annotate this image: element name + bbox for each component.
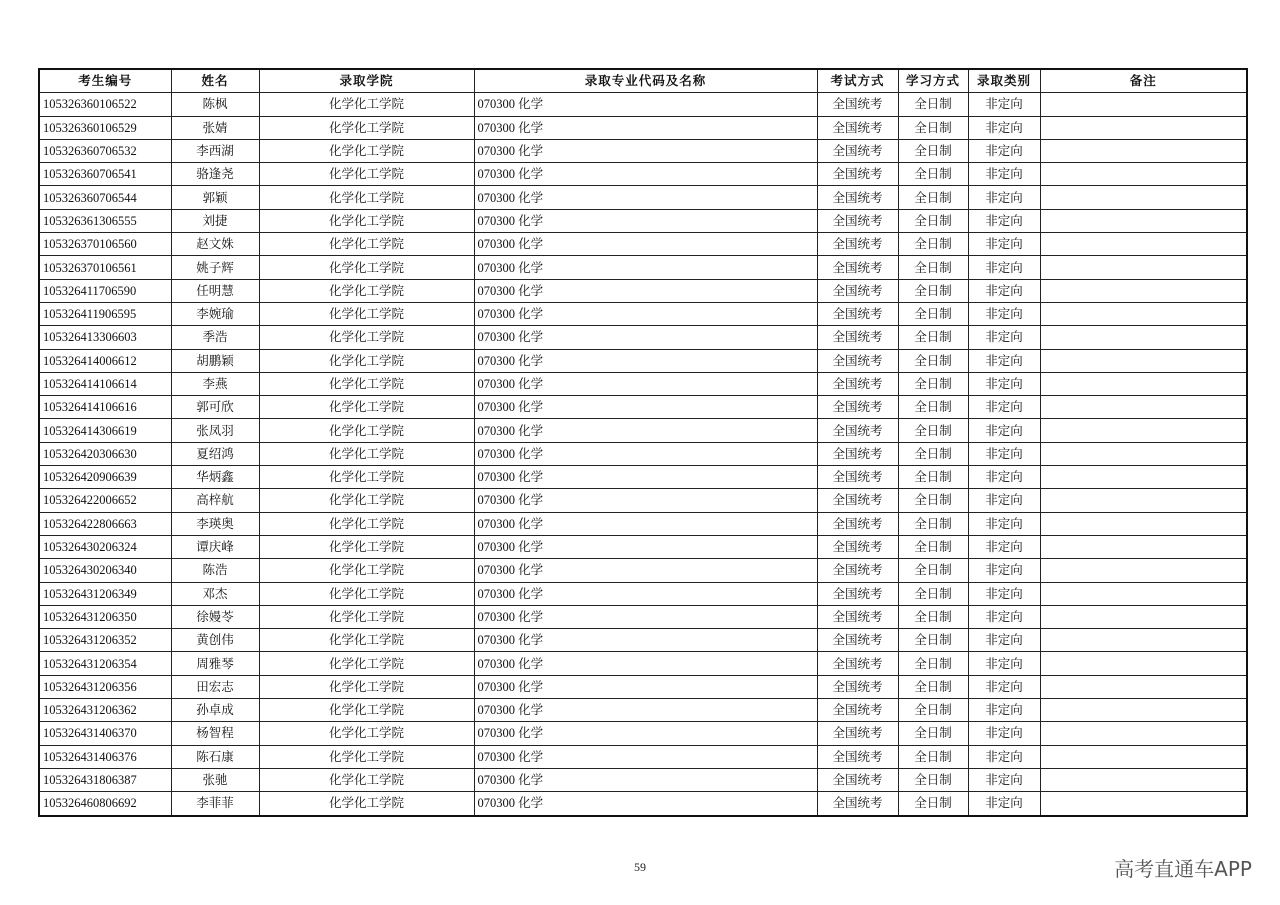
- cell-study-mode: 全日制: [898, 349, 968, 372]
- cell-major: 070300 化学: [474, 489, 817, 512]
- cell-remarks: [1040, 489, 1247, 512]
- cell-remarks: [1040, 349, 1247, 372]
- cell-study-mode: 全日制: [898, 722, 968, 745]
- cell-exam-method: 全国统考: [817, 116, 898, 139]
- cell-exam-method: 全国统考: [817, 256, 898, 279]
- cell-name: 赵文姝: [171, 233, 259, 256]
- table-row: [39, 605, 1247, 628]
- cell-candidate-id: 105326431206354: [39, 652, 171, 675]
- cell-admission-type: 非定向: [968, 559, 1040, 582]
- table-row: [39, 396, 1247, 419]
- cell-remarks: [1040, 419, 1247, 442]
- cell-study-mode: 全日制: [898, 93, 968, 116]
- table-row: [39, 116, 1247, 139]
- cell-major: 070300 化学: [474, 466, 817, 489]
- cell-admission-type: 非定向: [968, 629, 1040, 652]
- cell-college: 化学化工学院: [259, 349, 474, 372]
- table-row: [39, 512, 1247, 535]
- cell-college: 化学化工学院: [259, 396, 474, 419]
- page-number: 59: [634, 860, 646, 874]
- table-row: [39, 792, 1247, 816]
- cell-candidate-id: 105326370106561: [39, 256, 171, 279]
- cell-admission-type: 非定向: [968, 233, 1040, 256]
- table-body: [39, 93, 1247, 816]
- cell-name: 李燕: [171, 372, 259, 395]
- cell-remarks: [1040, 466, 1247, 489]
- cell-name: 姚子辉: [171, 256, 259, 279]
- cell-name: 孙卓成: [171, 699, 259, 722]
- cell-admission-type: 非定向: [968, 675, 1040, 698]
- cell-study-mode: 全日制: [898, 559, 968, 582]
- cell-college: 化学化工学院: [259, 116, 474, 139]
- cell-college: 化学化工学院: [259, 256, 474, 279]
- header-study-mode: 学习方式: [898, 69, 968, 93]
- cell-candidate-id: 105326431206356: [39, 675, 171, 698]
- cell-college: 化学化工学院: [259, 745, 474, 768]
- cell-remarks: [1040, 792, 1247, 816]
- cell-major: 070300 化学: [474, 512, 817, 535]
- cell-major: 070300 化学: [474, 349, 817, 372]
- cell-major: 070300 化学: [474, 605, 817, 628]
- cell-college: 化学化工学院: [259, 302, 474, 325]
- cell-college: 化学化工学院: [259, 139, 474, 162]
- cell-study-mode: 全日制: [898, 419, 968, 442]
- cell-remarks: [1040, 209, 1247, 232]
- cell-study-mode: 全日制: [898, 396, 968, 419]
- cell-major: 070300 化学: [474, 279, 817, 302]
- cell-admission-type: 非定向: [968, 396, 1040, 419]
- cell-admission-type: 非定向: [968, 722, 1040, 745]
- cell-college: 化学化工学院: [259, 93, 474, 116]
- table-header-row: [39, 69, 1247, 93]
- header-remarks: 备注: [1040, 69, 1247, 93]
- cell-major: 070300 化学: [474, 139, 817, 162]
- table-row: [39, 489, 1247, 512]
- cell-admission-type: 非定向: [968, 326, 1040, 349]
- cell-candidate-id: 105326431206350: [39, 605, 171, 628]
- cell-study-mode: 全日制: [898, 699, 968, 722]
- cell-admission-type: 非定向: [968, 116, 1040, 139]
- cell-exam-method: 全国统考: [817, 792, 898, 816]
- cell-exam-method: 全国统考: [817, 512, 898, 535]
- cell-exam-method: 全国统考: [817, 279, 898, 302]
- table-row: [39, 559, 1247, 582]
- cell-admission-type: 非定向: [968, 512, 1040, 535]
- cell-admission-type: 非定向: [968, 582, 1040, 605]
- cell-candidate-id: 105326431206362: [39, 699, 171, 722]
- cell-candidate-id: 105326431406370: [39, 722, 171, 745]
- cell-remarks: [1040, 582, 1247, 605]
- cell-name: 张婧: [171, 116, 259, 139]
- cell-exam-method: 全国统考: [817, 139, 898, 162]
- cell-college: 化学化工学院: [259, 279, 474, 302]
- table-row: [39, 629, 1247, 652]
- cell-admission-type: 非定向: [968, 745, 1040, 768]
- cell-study-mode: 全日制: [898, 279, 968, 302]
- cell-major: 070300 化学: [474, 722, 817, 745]
- cell-college: 化学化工学院: [259, 722, 474, 745]
- cell-remarks: [1040, 442, 1247, 465]
- cell-name: 李西湖: [171, 139, 259, 162]
- header-admission-type: 录取类别: [968, 69, 1040, 93]
- cell-remarks: [1040, 233, 1247, 256]
- cell-exam-method: 全国统考: [817, 372, 898, 395]
- cell-college: 化学化工学院: [259, 792, 474, 816]
- table-row: [39, 372, 1247, 395]
- table-row: [39, 675, 1247, 698]
- cell-study-mode: 全日制: [898, 466, 968, 489]
- cell-study-mode: 全日制: [898, 675, 968, 698]
- cell-college: 化学化工学院: [259, 559, 474, 582]
- cell-exam-method: 全国统考: [817, 675, 898, 698]
- cell-major: 070300 化学: [474, 233, 817, 256]
- cell-remarks: [1040, 629, 1247, 652]
- cell-candidate-id: 105326422806663: [39, 512, 171, 535]
- cell-candidate-id: 105326414106616: [39, 396, 171, 419]
- cell-candidate-id: 105326420306630: [39, 442, 171, 465]
- cell-name: 任明慧: [171, 279, 259, 302]
- cell-admission-type: 非定向: [968, 699, 1040, 722]
- header-name: 姓名: [171, 69, 259, 93]
- cell-remarks: [1040, 396, 1247, 419]
- cell-college: 化学化工学院: [259, 512, 474, 535]
- cell-admission-type: 非定向: [968, 768, 1040, 791]
- header-exam-method: 考试方式: [817, 69, 898, 93]
- cell-candidate-id: 105326460806692: [39, 792, 171, 816]
- cell-college: 化学化工学院: [259, 605, 474, 628]
- cell-admission-type: 非定向: [968, 279, 1040, 302]
- cell-college: 化学化工学院: [259, 186, 474, 209]
- cell-admission-type: 非定向: [968, 256, 1040, 279]
- cell-exam-method: 全国统考: [817, 699, 898, 722]
- cell-name: 李瑛奥: [171, 512, 259, 535]
- cell-candidate-id: 105326361306555: [39, 209, 171, 232]
- table-row: [39, 139, 1247, 162]
- cell-exam-method: 全国统考: [817, 419, 898, 442]
- cell-study-mode: 全日制: [898, 326, 968, 349]
- table-row: [39, 535, 1247, 558]
- cell-major: 070300 化学: [474, 675, 817, 698]
- cell-major: 070300 化学: [474, 396, 817, 419]
- cell-exam-method: 全国统考: [817, 768, 898, 791]
- cell-remarks: [1040, 699, 1247, 722]
- cell-major: 070300 化学: [474, 768, 817, 791]
- table-row: [39, 302, 1247, 325]
- cell-candidate-id: 105326360706544: [39, 186, 171, 209]
- cell-college: 化学化工学院: [259, 209, 474, 232]
- cell-remarks: [1040, 116, 1247, 139]
- cell-study-mode: 全日制: [898, 489, 968, 512]
- cell-exam-method: 全国统考: [817, 466, 898, 489]
- cell-exam-method: 全国统考: [817, 652, 898, 675]
- cell-exam-method: 全国统考: [817, 302, 898, 325]
- cell-college: 化学化工学院: [259, 629, 474, 652]
- cell-college: 化学化工学院: [259, 326, 474, 349]
- cell-admission-type: 非定向: [968, 442, 1040, 465]
- cell-study-mode: 全日制: [898, 233, 968, 256]
- cell-major: 070300 化学: [474, 326, 817, 349]
- cell-candidate-id: 105326414106614: [39, 372, 171, 395]
- cell-major: 070300 化学: [474, 442, 817, 465]
- cell-study-mode: 全日制: [898, 302, 968, 325]
- cell-major: 070300 化学: [474, 302, 817, 325]
- table-row: [39, 699, 1247, 722]
- cell-study-mode: 全日制: [898, 209, 968, 232]
- cell-admission-type: 非定向: [968, 302, 1040, 325]
- cell-name: 李菲菲: [171, 792, 259, 816]
- cell-candidate-id: 105326413306603: [39, 326, 171, 349]
- cell-exam-method: 全国统考: [817, 535, 898, 558]
- cell-college: 化学化工学院: [259, 466, 474, 489]
- cell-remarks: [1040, 768, 1247, 791]
- cell-major: 070300 化学: [474, 163, 817, 186]
- cell-candidate-id: 105326360706541: [39, 163, 171, 186]
- cell-study-mode: 全日制: [898, 256, 968, 279]
- table-row: [39, 722, 1247, 745]
- cell-exam-method: 全国统考: [817, 559, 898, 582]
- table-row: [39, 256, 1247, 279]
- cell-exam-method: 全国统考: [817, 209, 898, 232]
- cell-exam-method: 全国统考: [817, 489, 898, 512]
- table-row: [39, 163, 1247, 186]
- cell-remarks: [1040, 163, 1247, 186]
- table-row: [39, 419, 1247, 442]
- cell-study-mode: 全日制: [898, 139, 968, 162]
- cell-candidate-id: 105326431206349: [39, 582, 171, 605]
- admission-table: [38, 68, 1248, 817]
- cell-exam-method: 全国统考: [817, 396, 898, 419]
- cell-candidate-id: 105326431406376: [39, 745, 171, 768]
- cell-major: 070300 化学: [474, 629, 817, 652]
- cell-remarks: [1040, 93, 1247, 116]
- cell-admission-type: 非定向: [968, 605, 1040, 628]
- cell-study-mode: 全日制: [898, 372, 968, 395]
- cell-name: 郭可欣: [171, 396, 259, 419]
- cell-admission-type: 非定向: [968, 372, 1040, 395]
- cell-remarks: [1040, 605, 1247, 628]
- cell-admission-type: 非定向: [968, 163, 1040, 186]
- cell-admission-type: 非定向: [968, 93, 1040, 116]
- cell-exam-method: 全国统考: [817, 233, 898, 256]
- cell-study-mode: 全日制: [898, 652, 968, 675]
- table-row: [39, 349, 1247, 372]
- cell-name: 张凤羽: [171, 419, 259, 442]
- cell-candidate-id: 105326414006612: [39, 349, 171, 372]
- header-college: 录取学院: [259, 69, 474, 93]
- cell-name: 华炳鑫: [171, 466, 259, 489]
- cell-major: 070300 化学: [474, 652, 817, 675]
- cell-name: 邓杰: [171, 582, 259, 605]
- cell-admission-type: 非定向: [968, 489, 1040, 512]
- cell-name: 季浩: [171, 326, 259, 349]
- cell-exam-method: 全国统考: [817, 722, 898, 745]
- cell-study-mode: 全日制: [898, 535, 968, 558]
- cell-admission-type: 非定向: [968, 349, 1040, 372]
- cell-study-mode: 全日制: [898, 768, 968, 791]
- cell-candidate-id: 105326414306619: [39, 419, 171, 442]
- cell-exam-method: 全国统考: [817, 93, 898, 116]
- cell-candidate-id: 105326420906639: [39, 466, 171, 489]
- cell-college: 化学化工学院: [259, 163, 474, 186]
- table-row: [39, 326, 1247, 349]
- cell-candidate-id: 105326430206340: [39, 559, 171, 582]
- table-row: [39, 745, 1247, 768]
- cell-candidate-id: 105326431806387: [39, 768, 171, 791]
- cell-exam-method: 全国统考: [817, 605, 898, 628]
- cell-remarks: [1040, 512, 1247, 535]
- cell-name: 夏绍鸿: [171, 442, 259, 465]
- cell-college: 化学化工学院: [259, 372, 474, 395]
- cell-major: 070300 化学: [474, 559, 817, 582]
- cell-name: 黄创伟: [171, 629, 259, 652]
- cell-admission-type: 非定向: [968, 186, 1040, 209]
- cell-candidate-id: 105326411706590: [39, 279, 171, 302]
- cell-college: 化学化工学院: [259, 652, 474, 675]
- cell-candidate-id: 105326360706532: [39, 139, 171, 162]
- cell-remarks: [1040, 535, 1247, 558]
- cell-name: 骆逢尧: [171, 163, 259, 186]
- cell-study-mode: 全日制: [898, 186, 968, 209]
- cell-major: 070300 化学: [474, 535, 817, 558]
- cell-candidate-id: 105326422006652: [39, 489, 171, 512]
- cell-name: 徐嫚苓: [171, 605, 259, 628]
- cell-admission-type: 非定向: [968, 139, 1040, 162]
- cell-major: 070300 化学: [474, 209, 817, 232]
- header-candidate-id: 考生编号: [39, 69, 171, 93]
- cell-study-mode: 全日制: [898, 792, 968, 816]
- cell-exam-method: 全国统考: [817, 326, 898, 349]
- cell-major: 070300 化学: [474, 186, 817, 209]
- cell-college: 化学化工学院: [259, 442, 474, 465]
- table-row: [39, 466, 1247, 489]
- cell-major: 070300 化学: [474, 93, 817, 116]
- table-row: [39, 652, 1247, 675]
- cell-study-mode: 全日制: [898, 116, 968, 139]
- cell-candidate-id: 105326411906595: [39, 302, 171, 325]
- cell-admission-type: 非定向: [968, 652, 1040, 675]
- cell-study-mode: 全日制: [898, 745, 968, 768]
- cell-remarks: [1040, 675, 1247, 698]
- table-row: [39, 186, 1247, 209]
- cell-exam-method: 全国统考: [817, 442, 898, 465]
- cell-name: 陈枫: [171, 93, 259, 116]
- cell-remarks: [1040, 139, 1247, 162]
- cell-remarks: [1040, 652, 1247, 675]
- cell-major: 070300 化学: [474, 745, 817, 768]
- cell-major: 070300 化学: [474, 256, 817, 279]
- cell-name: 杨智程: [171, 722, 259, 745]
- table-row: [39, 209, 1247, 232]
- cell-college: 化学化工学院: [259, 489, 474, 512]
- cell-exam-method: 全国统考: [817, 349, 898, 372]
- cell-college: 化学化工学院: [259, 699, 474, 722]
- cell-study-mode: 全日制: [898, 605, 968, 628]
- cell-major: 070300 化学: [474, 582, 817, 605]
- cell-candidate-id: 105326430206324: [39, 535, 171, 558]
- cell-name: 张驰: [171, 768, 259, 791]
- cell-study-mode: 全日制: [898, 629, 968, 652]
- cell-study-mode: 全日制: [898, 163, 968, 186]
- cell-candidate-id: 105326431206352: [39, 629, 171, 652]
- cell-admission-type: 非定向: [968, 466, 1040, 489]
- cell-major: 070300 化学: [474, 116, 817, 139]
- table-row: [39, 442, 1247, 465]
- cell-remarks: [1040, 745, 1247, 768]
- watermark: 高考直通车APP: [1114, 857, 1252, 881]
- cell-college: 化学化工学院: [259, 535, 474, 558]
- cell-exam-method: 全国统考: [817, 582, 898, 605]
- cell-college: 化学化工学院: [259, 768, 474, 791]
- cell-major: 070300 化学: [474, 372, 817, 395]
- cell-admission-type: 非定向: [968, 792, 1040, 816]
- cell-college: 化学化工学院: [259, 233, 474, 256]
- table-row: [39, 93, 1247, 116]
- cell-remarks: [1040, 256, 1247, 279]
- cell-major: 070300 化学: [474, 792, 817, 816]
- cell-exam-method: 全国统考: [817, 745, 898, 768]
- cell-college: 化学化工学院: [259, 582, 474, 605]
- cell-name: 李婉瑜: [171, 302, 259, 325]
- cell-remarks: [1040, 302, 1247, 325]
- cell-major: 070300 化学: [474, 699, 817, 722]
- cell-name: 陈石康: [171, 745, 259, 768]
- cell-name: 胡鹏颖: [171, 349, 259, 372]
- cell-admission-type: 非定向: [968, 209, 1040, 232]
- cell-candidate-id: 105326360106522: [39, 93, 171, 116]
- cell-name: 高梓航: [171, 489, 259, 512]
- cell-admission-type: 非定向: [968, 535, 1040, 558]
- cell-candidate-id: 105326360106529: [39, 116, 171, 139]
- cell-remarks: [1040, 372, 1247, 395]
- cell-exam-method: 全国统考: [817, 186, 898, 209]
- cell-exam-method: 全国统考: [817, 163, 898, 186]
- cell-study-mode: 全日制: [898, 582, 968, 605]
- cell-remarks: [1040, 722, 1247, 745]
- cell-admission-type: 非定向: [968, 419, 1040, 442]
- cell-candidate-id: 105326370106560: [39, 233, 171, 256]
- cell-name: 陈浩: [171, 559, 259, 582]
- table-row: [39, 768, 1247, 791]
- cell-name: 郭颖: [171, 186, 259, 209]
- table-row: [39, 233, 1247, 256]
- table-row: [39, 279, 1247, 302]
- cell-college: 化学化工学院: [259, 675, 474, 698]
- cell-major: 070300 化学: [474, 419, 817, 442]
- cell-exam-method: 全国统考: [817, 629, 898, 652]
- cell-college: 化学化工学院: [259, 419, 474, 442]
- table-row: [39, 582, 1247, 605]
- cell-name: 周雅琴: [171, 652, 259, 675]
- cell-study-mode: 全日制: [898, 512, 968, 535]
- cell-name: 谭庆峰: [171, 535, 259, 558]
- cell-name: 刘捷: [171, 209, 259, 232]
- header-major: 录取专业代码及名称: [474, 69, 817, 93]
- cell-remarks: [1040, 326, 1247, 349]
- cell-remarks: [1040, 279, 1247, 302]
- cell-study-mode: 全日制: [898, 442, 968, 465]
- cell-name: 田宏志: [171, 675, 259, 698]
- cell-remarks: [1040, 559, 1247, 582]
- cell-remarks: [1040, 186, 1247, 209]
